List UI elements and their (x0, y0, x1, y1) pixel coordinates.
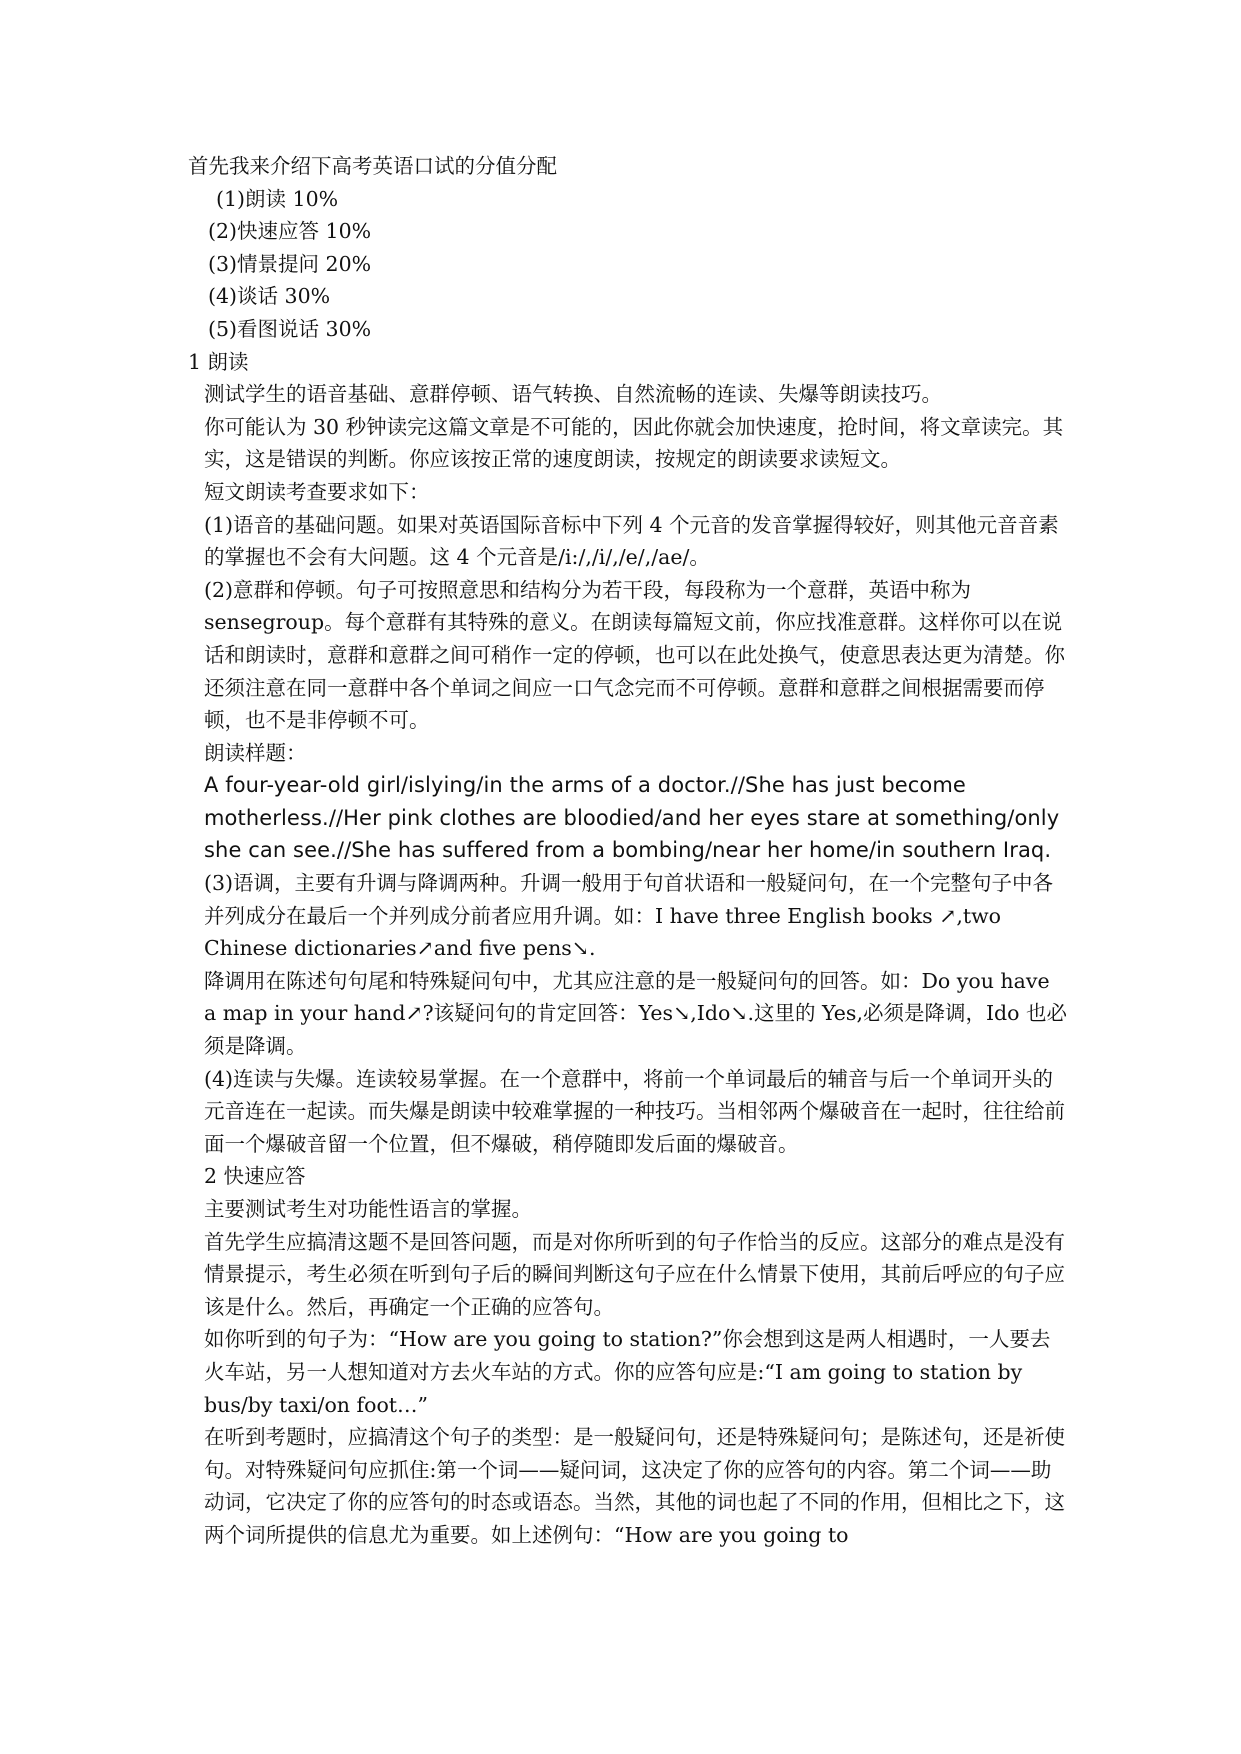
paragraph: 主要测试考生对功能性语言的掌握。 (204, 1197, 532, 1221)
document-body (188, 150, 1068, 1552)
paragraph: 在听到考题时，应搞清这个句子的类型：是一般疑问句，还是特殊疑问句；是陈述句，还是祈使句。对特殊疑问句应抓住:第一个词——疑问词，这决定了你的应答句的内容。第二个词——助动词，它决定了你的应答句的时态或语态。当然，其他的词也起了不同的作用，但相比之下，这两个词所提供的信息尤为重要。如上述例句：“How are you going to (204, 1425, 1065, 1547)
sample-reading-passage: A four-year-old girl/islying/in the arms of a doctor.//She has just become motherless.//Her pink clothes are bloodied/and her eyes stare at something/only she can see.//She has suffered from a bombing/near her home/in southern Iraq. (204, 773, 1067, 863)
paragraph: 短文朗读考查要求如下： (204, 479, 430, 504)
paragraph: (3)语调，主要有升调与降调两种。升调一般用于句首状语和一般疑问句，在一个完整句子中各并列成分在最后一个并列成分前者应用升调。如：I have three English books ↗,two Chinese dictionaries↗and five pens↘. (204, 871, 1054, 961)
paragraph: (4)连读与失爆。连读较易掌握。在一个意群中，将前一个单词最后的辅音与后一个单词开头的元音连在一起读。而失爆是朗读中较难掌握的一种技巧。当相邻两个爆破音在一起时，往往给前面一个爆破音留一个位置，但不爆破，稍停随即发后面的爆破音。 (204, 1066, 1065, 1156)
paragraph: 朗读样题： (204, 740, 307, 765)
section-heading-reading: 1 朗读 (188, 349, 249, 374)
paragraph: (2)意群和停顿。句子可按照意思和结构分为若干段，每段称为一个意群，英语中称为 sensegroup。每个意群有其特殊的意义。在朗读每篇短文前，你应找准意群。这样你可以在说话和朗读时，意群和意群之间可稍作一定的停顿，也可以在此处换气，使意思表达更为清楚。你还须注意在同一意群中各个单词之间应一口气念完而不可停顿。意群和意群之间根据需要而停顿，也不是非停顿不可。 (204, 577, 1065, 733)
paragraph: (1)语音的基础问题。如果对英语国际音标中下列 4 个元音的发音掌握得较好，则其他元音音素的掌握也不会有大问题。这 4 个元音是/i:/,/i/,/e/,/ae/。 (204, 512, 1059, 570)
paragraph: 如你听到的句子为：“How are you going to station?”你会想到这是两人相遇时，一人要去火车站，另一人想知道对方去火车站的方式。你的应答句应是:“I am going to station by bus/by taxi/on foot…” (204, 1327, 1051, 1417)
paragraph: 降调用在陈述句句尾和特殊疑问句中，尤其应注意的是一般疑问句的回答。如：Do you have a map in your hand↗?该疑问句的肯定回答：Yes↘,Ido↘.这里的 Yes,必须是降调，Ido 也必须是降调。 (204, 968, 1068, 1059)
score-item-situational-question: (3)情景提问 20% (208, 251, 372, 276)
paragraph: 测试学生的语音基础、意群停顿、语气转换、自然流畅的连读、失爆等朗读技巧。 (204, 382, 942, 407)
section-heading-quick-response: 2 快速应答 (204, 1164, 306, 1189)
score-item-picture-talk: (5)看图说话 30% (208, 316, 372, 341)
paragraph: 首先学生应搞清这题不是回答问题，而是对你所听到的句子作恰当的反应。这部分的难点是没有情景提示，考生必须在听到句子后的瞬间判断这句子应在什么情景下使用，其前后呼应的句子应该是什么。然后，再确定一个正确的应答句。 (204, 1229, 1065, 1319)
paragraph: 你可能认为 30 秒钟读完这篇文章是不可能的，因此你就会加快速度，抢时间，将文章读完。其实，这是错误的判断。你应该按正常的速度朗读，按规定的朗读要求读短文。 (204, 414, 1064, 472)
score-item-conversation: (4)谈话 30% (208, 284, 331, 309)
intro-line: 首先我来介绍下高考英语口试的分值分配 (188, 154, 557, 178)
score-item-quick-response: (2)快速应答 10% (208, 219, 372, 244)
score-item-reading: (1)朗读 10% (216, 186, 339, 211)
